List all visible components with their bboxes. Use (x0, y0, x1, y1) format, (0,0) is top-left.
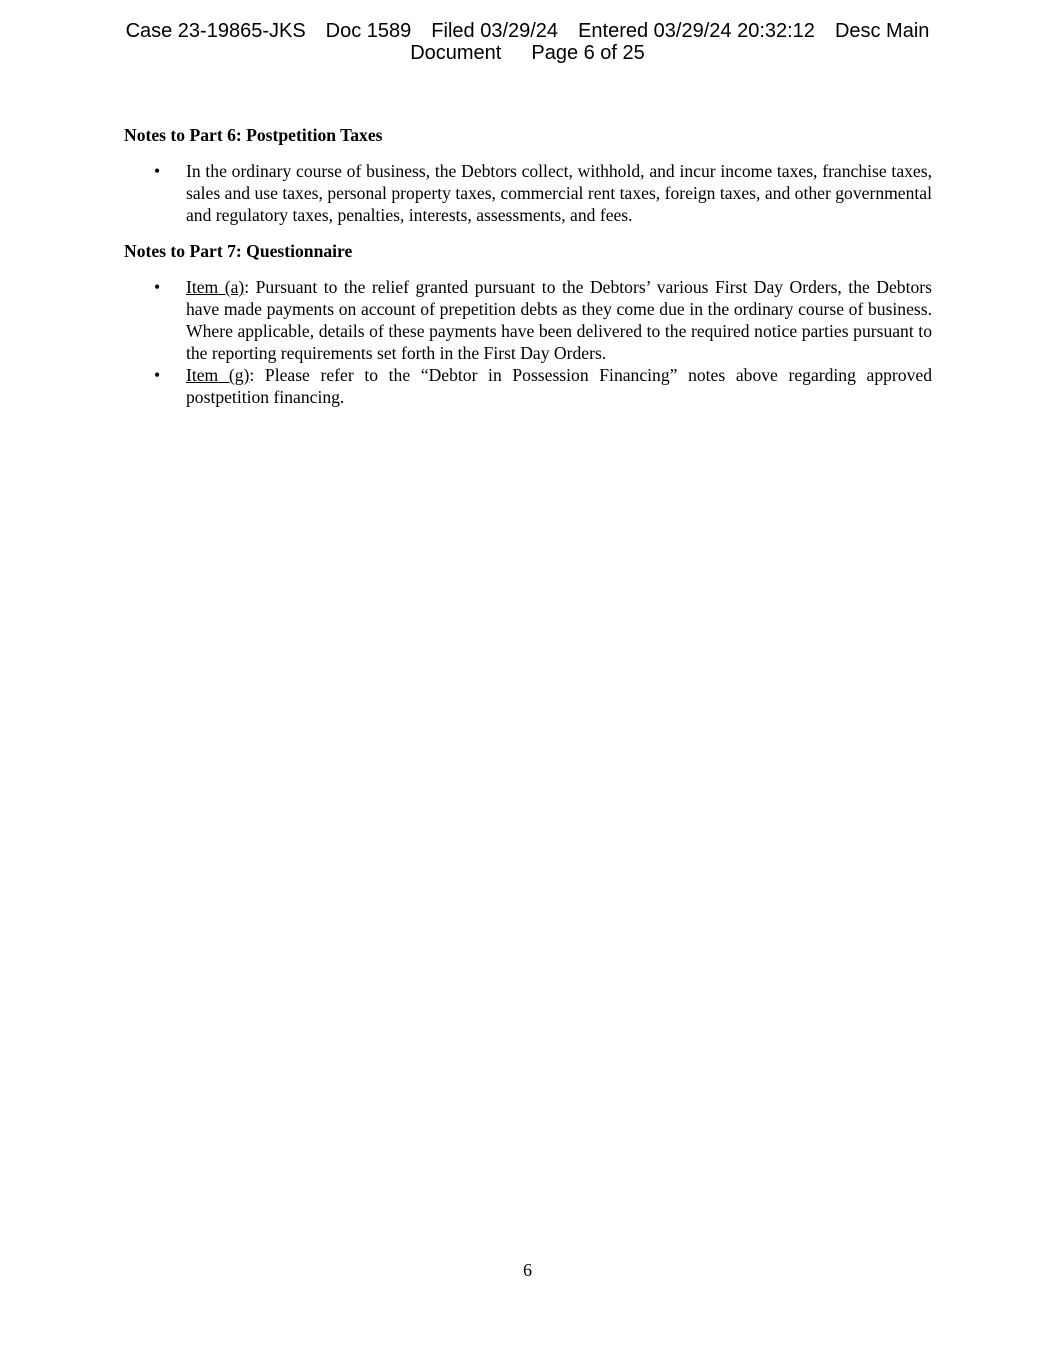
filing-header-line-2 (0, 42, 1055, 64)
filing-header (0, 20, 1055, 64)
entered-date: Entered 03/29/24 20:32:12 (578, 20, 815, 42)
bullet-icon: • (154, 365, 161, 385)
list-item (124, 160, 932, 226)
item-label: Item (g) (186, 365, 250, 385)
filed-date: Filed 03/29/24 (431, 20, 559, 42)
filing-header-line-1 (0, 20, 1055, 42)
bullet-icon: • (154, 277, 161, 297)
bullet-icon: • (154, 161, 161, 181)
part-6-notes-list (124, 160, 932, 226)
page-number: 6 (523, 1260, 532, 1280)
doc-number: Doc 1589 (325, 20, 412, 42)
doc-description: Desc Main (834, 20, 930, 42)
document-label: Document (410, 42, 502, 64)
note-text: In the ordinary course of business, the Debtors collect, withhold, and incur income taxes, franchise taxes, sales and use taxes, personal property taxes, commercial rent taxes, foreign taxes, and other governmental and regulatory taxes, penalties, interests, assessments, and fees. (186, 161, 932, 225)
list-item (124, 364, 932, 408)
case-number: Case 23-19865-JKS (125, 20, 306, 42)
part-7-notes-list (124, 276, 932, 408)
list-item (124, 276, 932, 364)
section-heading-part-7: Notes to Part 7: Questionnaire (124, 241, 353, 261)
note-text: : Pursuant to the relief granted pursuant to the Debtors’ various First Day Orders, the Debtors have made payments on account of prepetition debts as they come due in the ordinary course of business. Where applicable, details of these payments have been delivered to the required notice parties pursuant to the reporting requirements set forth in the First Day Orders. (186, 277, 932, 363)
note-text: : Please refer to the “Debtor in Possession Financing” notes above regarding approved postpetition financing. (186, 365, 932, 407)
page-of-total: Page 6 of 25 (531, 42, 645, 64)
item-label: Item (a) (186, 277, 245, 297)
section-heading-part-6: Notes to Part 6: Postpetition Taxes (124, 125, 383, 145)
document-body (124, 124, 932, 408)
